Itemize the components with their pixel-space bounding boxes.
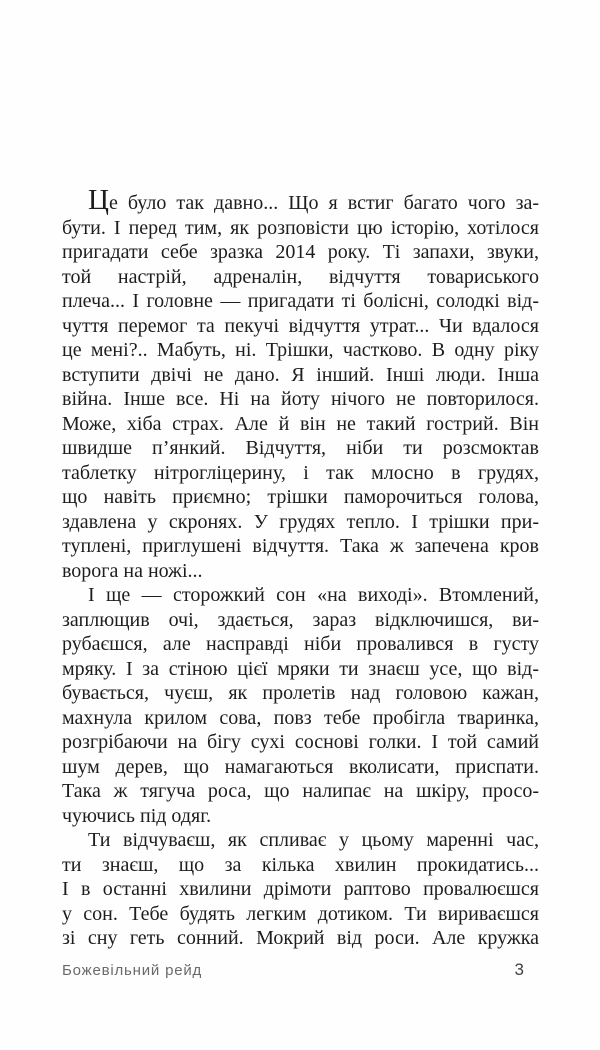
text-line: таблетку нітрогліцерину, і так млосно в грудях, — [62, 461, 539, 484]
text-line: махнула крилом сова, повз тебе пробігла тваринка, — [62, 706, 539, 729]
text-column — [62, 184, 539, 951]
paragraph — [62, 828, 539, 951]
text-line: шум дерев, що намагаються вколисати, приспати. — [62, 755, 539, 778]
paragraph — [62, 184, 539, 583]
page-number: 3 — [514, 960, 524, 979]
text-line: І в останні хвилини дрімоти раптово провалюєшся — [62, 878, 539, 900]
text-line: вступити двічі не дано. Я інший. Інші люди. Інша — [62, 363, 539, 386]
text-line: пригадати себе зразка 2014 року. Ті запахи, звуки, — [62, 241, 539, 263]
text-line: рубаєшся, але насправді ніби провалився в густу — [62, 633, 539, 655]
text-line: туплені, приглушені відчуття. Така ж запечена кров — [62, 535, 539, 557]
paragraph — [62, 583, 539, 828]
text-line: у сон. Тебе будять легким дотиком. Ти вириваєшся — [62, 902, 539, 925]
text-line: бувається, чуєш, як пролетів над головою кажан, — [62, 682, 539, 704]
drop-cap-letter: Ц — [88, 184, 109, 216]
text-line: Така ж тягуча роса, що налипає на шкіру, просо- — [62, 780, 539, 802]
text-line: швидше п’янкий. Відчуття, ніби ти розсмоктав — [62, 437, 539, 459]
text-line: плеча... І головне — пригадати ті болісні, солодкі від- — [62, 290, 539, 312]
text-line: чуючись під одяг. — [62, 804, 212, 827]
text-line: ворога на ножі... — [62, 559, 203, 582]
text-line: це мені?.. Мабуть, ні. Трішки, частково. В одну ріку — [62, 339, 539, 361]
running-title: Божевільний рейд — [62, 962, 203, 979]
text-line: бути. І перед тим, як розповісти цю історію, хотілося — [62, 216, 539, 239]
text-line: І ще — сторожкий сон «на виході». Втомлений, — [88, 584, 539, 606]
text-line: той настрій, адреналін, відчуття товариського — [62, 265, 539, 288]
text-line: що навіть приємно; трішки паморочиться голова, — [62, 486, 539, 508]
text-line: війна. Інше все. Ні на йоту нічого не повторилося. — [62, 388, 539, 410]
text-line: мряку. І за стіною цієї мряки ти знаєш усе, що від- — [62, 657, 539, 680]
text-line: ти знаєш, що за кілька хвилин прокидатись... — [62, 853, 539, 876]
text-line: зі сну геть сонний. Мокрий від роси. Але кружка — [62, 927, 539, 949]
text-line: чуття перемог та пекучі відчуття утрат... Чи вдалося — [62, 314, 539, 337]
text-line: розгрібаючи на бігу сухі соснові голки. І той самий — [62, 731, 539, 753]
text-line: здавлена у скронях. У грудях тепло. І трішки при- — [62, 510, 539, 533]
text-line: Може, хіба страх. Але й він не такий гострий. Він — [62, 412, 539, 435]
text-line: Це було так давно... Що я встиг багато чого за- — [88, 184, 539, 216]
page-footer — [62, 960, 539, 980]
text-line: заплющив очі, здається, зараз відключишся, ви- — [62, 608, 539, 631]
text-line: Ти відчуваєш, як спливає у цьому маренні час, — [88, 829, 539, 851]
